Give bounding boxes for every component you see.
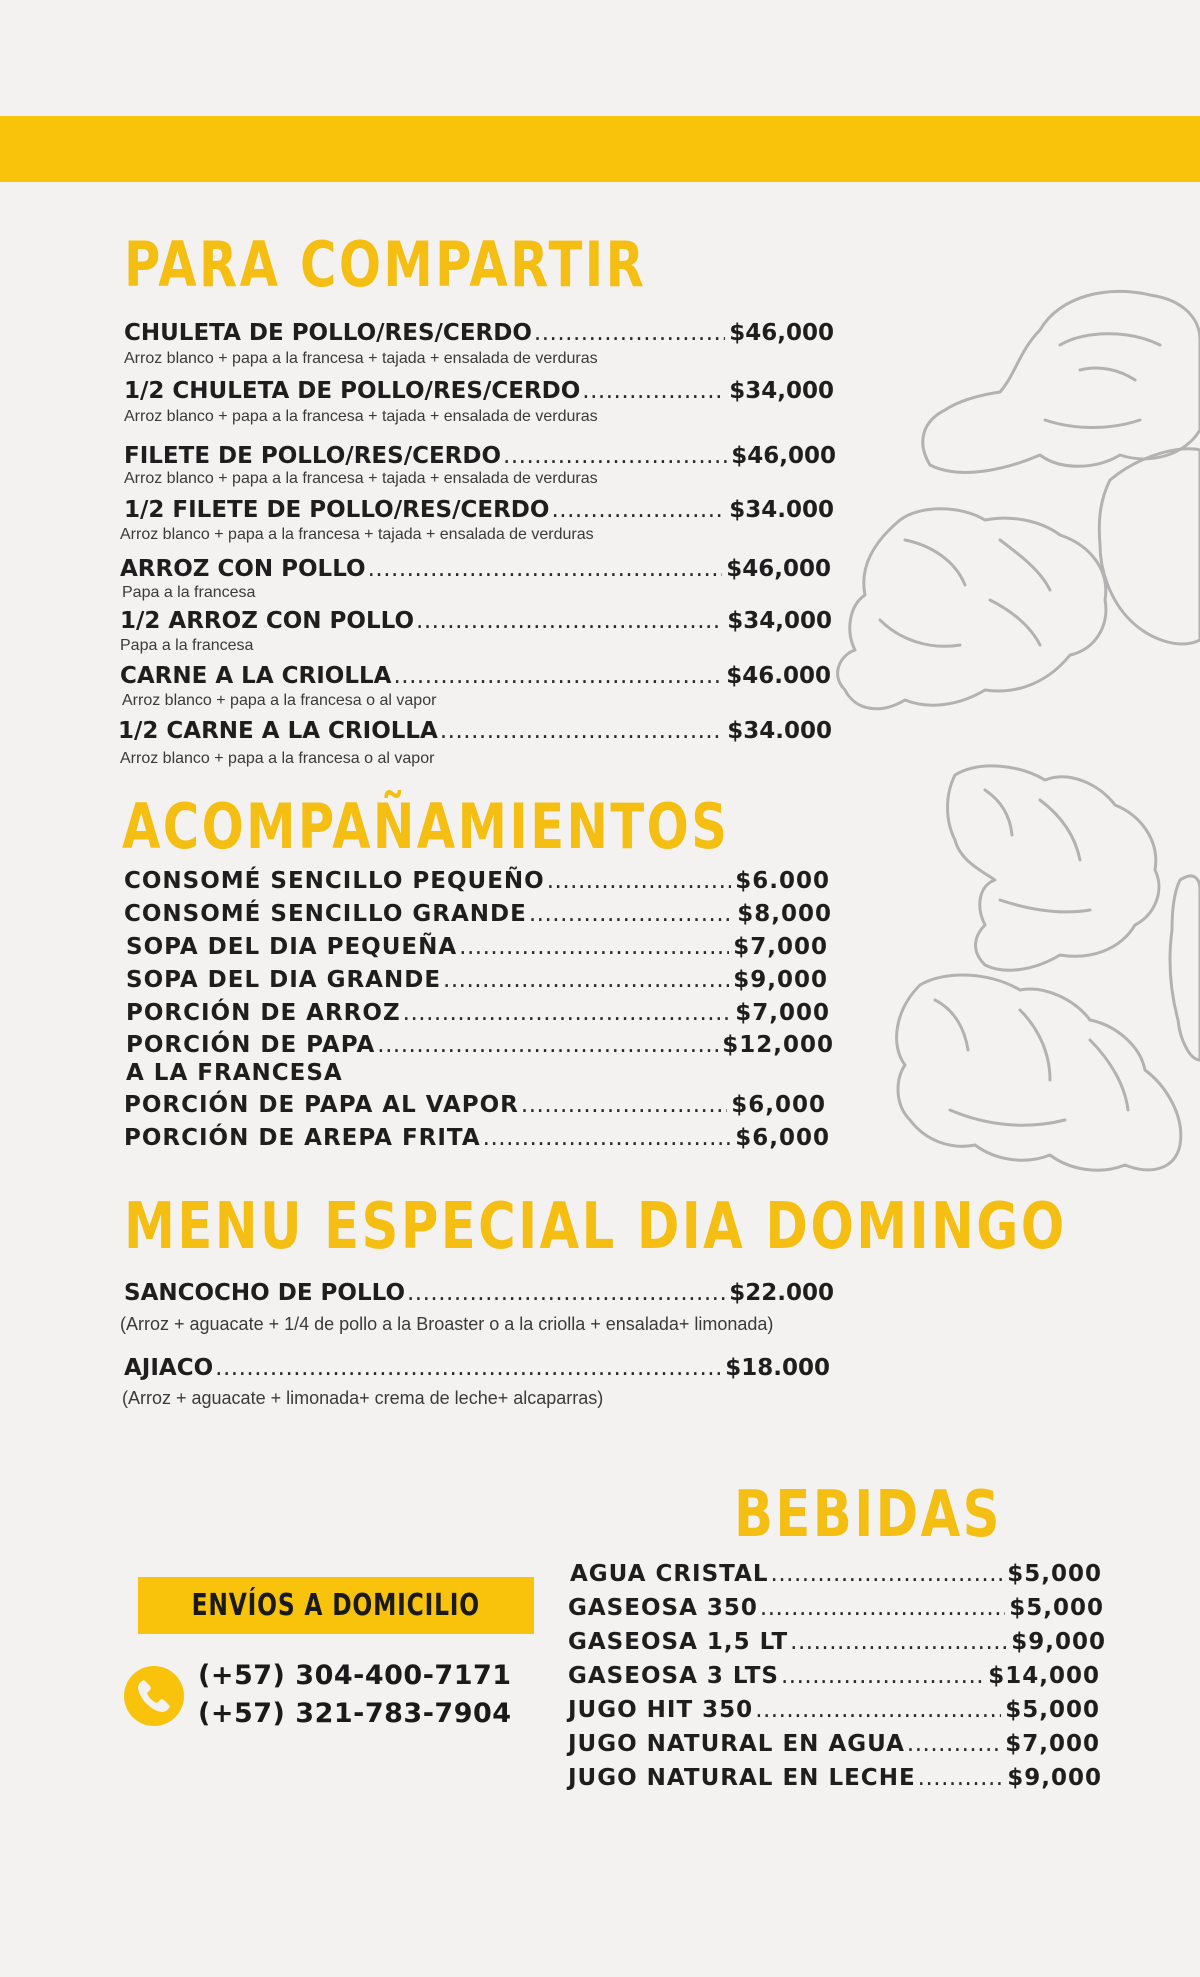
menu-item [568,1663,1100,1689]
item-price: $5,000 [1005,1697,1100,1723]
item-price: $34.000 [727,718,832,744]
item-description: Papa a la francesa [120,637,254,654]
item-price: $5,000 [1007,1561,1102,1587]
phone-number[interactable]: (+57) 304-400-7171 [198,1660,512,1691]
item-description: (Arroz + aguacate + limonada+ crema de leche+ alcaparras) [122,1388,604,1408]
item-price: $7,000 [733,934,828,960]
section-title-bebidas: BEBIDAS [734,1478,1002,1552]
menu-item [124,1092,826,1118]
item-price: $34.000 [729,497,834,523]
item-name: PORCIÓN DE PAPA [126,1032,376,1058]
item-description: (Arroz + aguacate + 1/4 de pollo a la Broaster o a la criolla + ensalada+ limonada) [120,1314,774,1334]
item-name: CONSOMÉ SENCILLO GRANDE [124,901,527,927]
menu-item [126,1000,830,1026]
item-price: $22.000 [729,1280,834,1306]
item-price: $6.000 [735,868,830,894]
menu-item [124,1125,830,1151]
item-description: Arroz blanco + papa a la francesa o al vapor [122,692,437,709]
item-name: CARNE A LA CRIOLLA [120,663,392,689]
menu-item [124,443,836,469]
item-name: GASEOSA 3 LTS [568,1663,779,1689]
section-title-acompanamientos: ACOMPAÑAMIENTOS [122,790,730,863]
item-price: $9,000 [733,967,828,993]
item-name: GASEOSA 1,5 LT [568,1629,789,1655]
menu-item [568,1595,1104,1621]
item-name: CHULETA DE POLLO/RES/CERDO [124,320,532,346]
menu-item [120,663,831,689]
item-price: $46.000 [726,663,831,689]
menu-item [568,1697,1100,1723]
item-price: $5,000 [1009,1595,1104,1621]
item-price: $7,000 [1005,1731,1100,1757]
menu-item [124,497,834,523]
item-name: CONSOMÉ SENCILLO PEQUEÑO [124,868,545,894]
item-price: $18.000 [725,1355,830,1381]
item-description: Arroz blanco + papa a la francesa + tajada + ensalada de verduras [124,408,598,425]
item-price: $34,000 [727,608,832,634]
item-price: $9,000 [1011,1629,1106,1655]
item-price: $46,000 [731,443,836,469]
item-name: ARROZ CON POLLO [120,556,366,582]
item-name: JUGO HIT 350 [568,1697,754,1723]
item-price: $6,000 [731,1092,826,1118]
item-name: PORCIÓN DE PAPA AL VAPOR [124,1092,519,1118]
item-name: JUGO NATURAL EN LECHE [568,1765,916,1791]
menu-item [120,608,832,634]
item-description: Arroz blanco + papa a la francesa + tajada + ensalada de verduras [124,470,598,487]
item-name: SOPA DEL DIA PEQUEÑA [126,934,458,960]
delivery-banner [138,1577,534,1634]
item-price: $34,000 [729,378,834,404]
phone-number[interactable]: (+57) 321-783-7904 [198,1698,512,1729]
item-description: Arroz blanco + papa a la francesa + tajada + ensalada de verduras [120,526,594,543]
item-name: 1/2 CHULETA DE POLLO/RES/CERDO [124,378,581,404]
item-description: Arroz blanco + papa a la francesa o al vapor [120,750,435,767]
menu-item [124,901,832,927]
item-price: $9,000 [1007,1765,1102,1791]
item-name: SANCOCHO DE POLLO [124,1280,405,1306]
delivery-label: ENVÍOS A DOMICILIO [191,1588,481,1623]
menu-item [568,1765,1102,1791]
item-name: 1/2 CARNE A LA CRIOLLA [118,718,438,744]
item-price: $8,000 [737,901,832,927]
item-name-line2: A LA FRANCESA [126,1060,343,1086]
item-name: PORCIÓN DE AREPA FRITA [124,1125,481,1151]
item-name: 1/2 FILETE DE POLLO/RES/CERDO [124,497,550,523]
menu-item [126,1032,834,1058]
item-price: $46,000 [729,320,834,346]
item-name: GASEOSA 350 [568,1595,758,1621]
item-name: SOPA DEL DIA GRANDE [126,967,442,993]
menu-item [570,1561,1102,1587]
section-title-menu-domingo: MENU ESPECIAL DIA DOMINGO [124,1190,1067,1264]
menu-item [118,718,832,744]
menu-item [126,967,828,993]
menu-item [124,320,834,346]
top-accent-bar [0,116,1200,182]
item-name: AJIACO [124,1355,214,1381]
section-title-para-compartir: PARA COMPARTIR [124,228,647,301]
item-price: $46,000 [726,556,831,582]
item-name: FILETE DE POLLO/RES/CERDO [124,443,502,469]
menu-item-line2 [126,1060,343,1086]
item-name: AGUA CRISTAL [570,1561,769,1587]
item-price: $6,000 [735,1125,830,1151]
menu-item [568,1629,1106,1655]
menu-item [120,556,831,582]
item-name: 1/2 ARROZ CON POLLO [120,608,415,634]
item-name: PORCIÓN DE ARROZ [126,1000,401,1026]
item-description: Arroz blanco + papa a la francesa + tajada + ensalada de verduras [124,350,598,367]
item-price: $14,000 [988,1663,1100,1689]
menu-item [124,1280,834,1306]
menu-item [124,868,830,894]
menu-item [126,934,828,960]
phone-icon [123,1665,185,1727]
item-price: $7,000 [735,1000,830,1026]
menu-item [124,1355,830,1381]
menu-item [124,378,834,404]
item-name: JUGO NATURAL EN AGUA [568,1731,905,1757]
item-description: Papa a la francesa [122,584,256,601]
item-price: $12,000 [722,1032,834,1058]
menu-item [568,1731,1100,1757]
